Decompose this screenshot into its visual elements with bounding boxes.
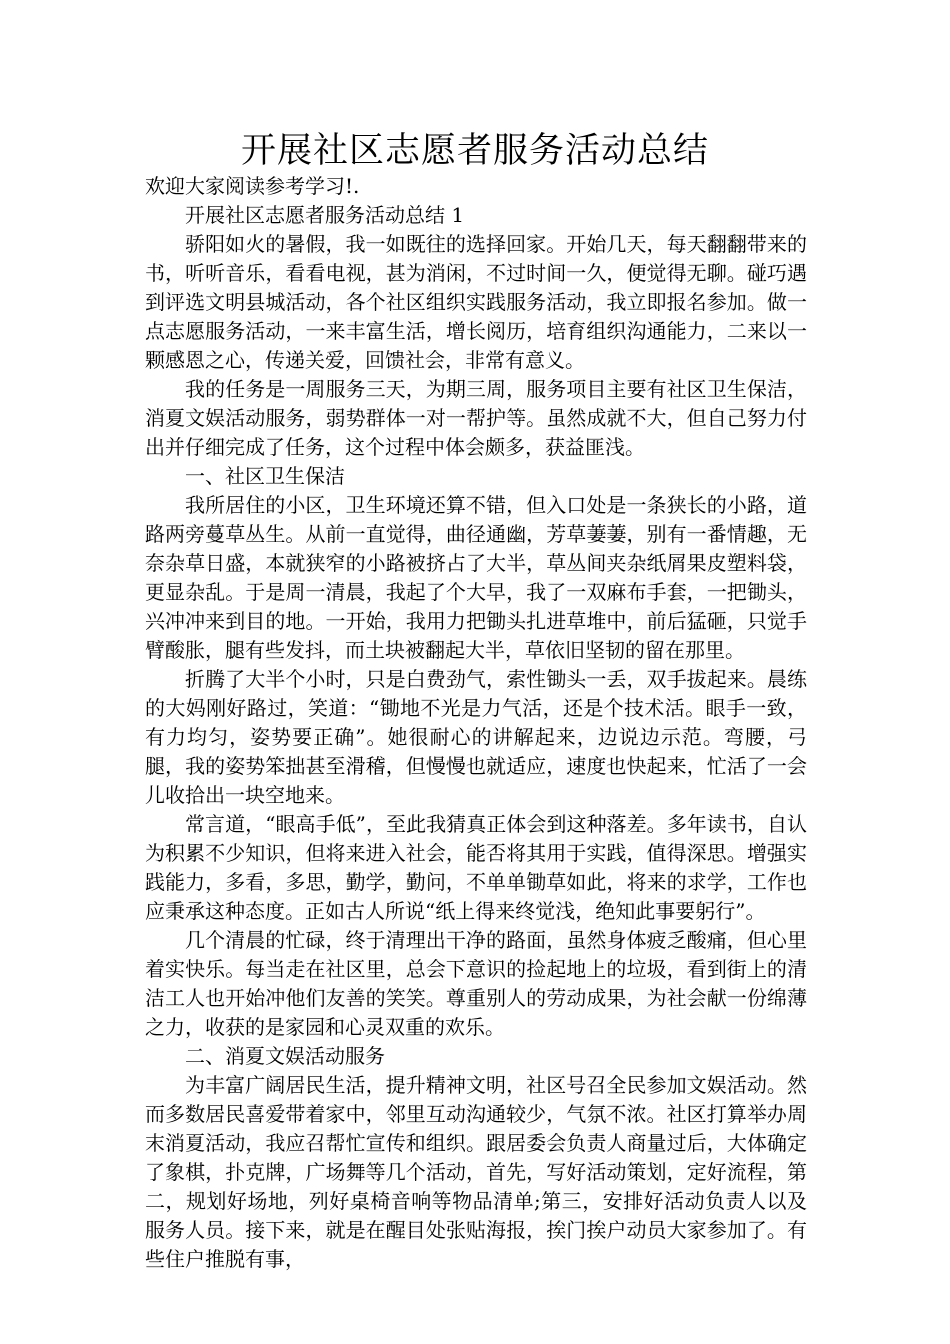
- intro-line: 欢迎大家阅读参考学习!.: [145, 174, 360, 198]
- paragraph: 我的任务是一周服务三天，为期三周，服务项目主要有社区卫生保洁，消夏文娱活动服务，弱势群体一对一帮护等。虽然成就不大，但自己努力付出并仔细完成了任务，这个过程中体会颇多，获益匪浅。: [145, 377, 807, 459]
- paragraph: 折腾了大半个小时，只是白费劲气，索性锄头一丢，双手拔起来。晨练的大妈刚好路过，笑道：“锄地不光是力气活，还是个技术活。眼手一致，有力均匀，姿势要正确”。她很耐心的讲解起来，边说边示范。弯腰，弓腿，我的姿势笨拙甚至滑稽，但慢慢也就适应，速度也快起来，忙活了一会儿收拾出一块空地来。: [145, 667, 807, 807]
- document-title: 开展社区志愿者服务活动总结: [240, 131, 709, 171]
- section-heading: 二、消夏文娱活动服务: [185, 1044, 385, 1068]
- document-body: [145, 172, 807, 1274]
- paragraph: 常言道，“眼高手低”，至此我猜真正体会到这种落差。多年读书，自认为积累不少知识，但将来进入社会，能否将其用于实践，值得深思。增强实践能力，多看，多思，勤学，勤问，不单单锄草如此，将来的求学，工作也应秉承这种态度。正如古人所说“纸上得来终觉浅，绝知此事要躬行”。: [145, 812, 807, 923]
- section-heading: 一、社区卫生保洁: [185, 464, 345, 488]
- paragraph: 我所居住的小区，卫生环境还算不错，但入口处是一条狭长的小路，道路两旁蔓草丛生。从前一直觉得，曲径通幽，芳草萋萋，别有一番情趣，无奈杂草日盛，本就狭窄的小路被挤占了大半，草丛间夹杂纸屑果皮塑料袋，更显杂乱。于是周一清晨，我起了个大早，我了一双麻布手套，一把锄头，兴冲冲来到目的地。一开始，我用力把锄头扎进草堆中，前后猛砸，只觉手臂酸胀，腿有些发抖，而土块被翻起大半，草依旧坚韧的留在那里。: [145, 493, 807, 662]
- paragraph: 几个清晨的忙碌，终于清理出干净的路面，虽然身体疲乏酸痛，但心里着实快乐。每当走在社区里，总会下意识的捡起地上的垃圾，看到街上的清洁工人也开始冲他们友善的笑笑。尊重别人的劳动成果，为社会献一份绵薄之力，收获的是家园和心灵双重的欢乐。: [145, 928, 807, 1039]
- paragraph: 为丰富广阔居民生活，提升精神文明，社区号召全民参加文娱活动。然而多数居民喜爱带着家中，邻里互动沟通较少，气氛不浓。社区打算举办周末消夏活动，我应召帮忙宣传和组织。跟居委会负责人商量过后，大体确定了象棋，扑克牌，广场舞等几个活动，首先，写好活动策划，定好流程，第二，规划好场地，列好桌椅音响等物品清单;第三，安排好活动负责人以及服务人员。接下来，就是在醒目处张贴海报，挨门挨户动员大家参加了。有些住户推脱有事，: [145, 1073, 807, 1271]
- paragraph: 骄阳如火的暑假，我一如既往的选择回家。开始几天，每天翻翻带来的书，听听音乐，看看电视，甚为消闲，不过时间一久，便觉得无聊。碰巧遇到评选文明县城活动，各个社区组织实践服务活动，我立即报名参加。做一点志愿服务活动，一来丰富生活，增长阅历，培育组织沟通能力，二来以一颗感恩之心，传递关爱，回馈社会，非常有意义。: [145, 232, 807, 372]
- section-heading: 开展社区志愿者服务活动总结 1: [185, 203, 465, 227]
